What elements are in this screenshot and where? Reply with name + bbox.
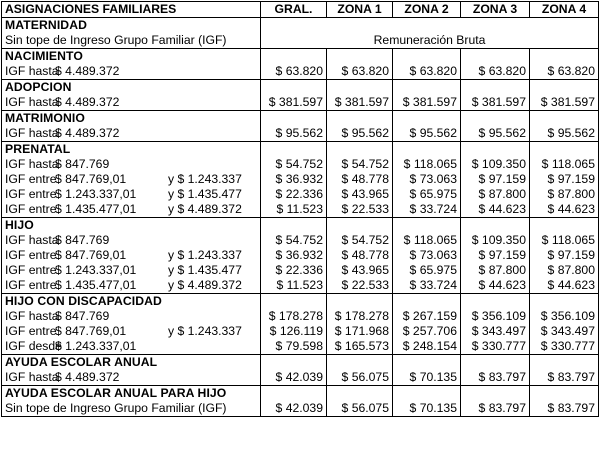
igf-from-value: $ 847.769 (55, 157, 110, 171)
empty-cell (393, 49, 461, 65)
section-title-row (2, 49, 599, 65)
table-row (2, 401, 599, 417)
table-row (2, 64, 599, 80)
value-cell-zona-3: $ 95.562 (461, 126, 530, 142)
value-cell-zona-1: $ 95.562 (327, 126, 393, 142)
igf-from-value: $ 1.243.337,01 (55, 263, 137, 277)
value-cell-gral: $ 36.932 (261, 248, 327, 263)
value-cell-zona-1: $ 165.573 (327, 339, 393, 355)
value-cell-zona-3: $ 356.109 (461, 309, 530, 324)
value-cell-gral: $ 36.932 (261, 172, 327, 187)
igf-label: IGF entre (5, 172, 57, 186)
igf-from-value: $ 4.489.372 (55, 64, 120, 78)
row-label (2, 324, 261, 339)
igf-from-value: $ 4.489.372 (55, 95, 120, 109)
igf-label: IGF hasta (5, 370, 59, 384)
table-row (2, 278, 599, 294)
merged-value-cell: Remuneración Bruta (261, 33, 599, 49)
row-label: Sin tope de Ingreso Grupo Familiar (IGF) (2, 33, 261, 49)
table-row (2, 248, 599, 263)
empty-cell (261, 142, 327, 158)
value-cell-gral: $ 22.336 (261, 263, 327, 278)
empty-cell (327, 386, 393, 402)
igf-label: IGF hasta (5, 233, 59, 247)
value-cell-zona-4: $ 63.820 (530, 64, 599, 80)
row-label (2, 157, 261, 172)
empty-cell (461, 218, 530, 234)
value-cell-gral: $ 381.597 (261, 95, 327, 111)
igf-to-value: y $ 4.489.372 (168, 278, 242, 292)
value-cell-zona-2: $ 95.562 (393, 126, 461, 142)
section-title: HIJO CON DISCAPACIDAD (2, 294, 261, 310)
table-row (2, 157, 599, 172)
table-row (2, 33, 599, 49)
igf-to-value: y $ 1.243.337 (168, 324, 242, 338)
value-cell-zona-4: $ 381.597 (530, 95, 599, 111)
row-label (2, 233, 261, 248)
value-cell-gral: $ 79.598 (261, 339, 327, 355)
table-body (2, 18, 599, 417)
empty-cell (393, 294, 461, 310)
igf-to-value: y $ 1.243.337 (168, 172, 242, 186)
table-row (2, 126, 599, 142)
empty-cell (461, 142, 530, 158)
table-row (2, 324, 599, 339)
igf-label: IGF hasta (5, 157, 59, 171)
igf-label: IGF hasta (5, 64, 59, 78)
empty-cell (327, 80, 393, 96)
row-label (2, 248, 261, 263)
section-title-row (2, 218, 599, 234)
empty-cell (530, 111, 599, 127)
section-title-row (2, 294, 599, 310)
section-title: HIJO (2, 218, 261, 234)
value-cell-gral: $ 11.523 (261, 202, 327, 218)
value-cell-zona-3: $ 97.159 (461, 172, 530, 187)
value-cell-gral: $ 54.752 (261, 233, 327, 248)
row-label (2, 187, 261, 202)
igf-from-value: $ 1.435.477,01 (55, 278, 137, 292)
igf-label: IGF desde (5, 339, 62, 353)
igf-label: IGF hasta (5, 95, 59, 109)
row-label (2, 202, 261, 218)
empty-cell (530, 142, 599, 158)
igf-from-value: $ 4.489.372 (55, 126, 120, 140)
empty-cell (530, 80, 599, 96)
table-row (2, 370, 599, 386)
value-cell-gral: $ 22.336 (261, 187, 327, 202)
section-title-row (2, 111, 599, 127)
value-cell-zona-1: $ 22.533 (327, 278, 393, 294)
empty-cell (261, 80, 327, 96)
value-cell-zona-1: $ 381.597 (327, 95, 393, 111)
asignaciones-table (1, 1, 599, 417)
value-cell-zona-2: $ 33.724 (393, 202, 461, 218)
value-cell-zona-3: $ 83.797 (461, 370, 530, 386)
empty-cell (327, 142, 393, 158)
igf-from-value: $ 1.243.337,01 (55, 187, 137, 201)
igf-label: IGF hasta (5, 126, 59, 140)
table-row (2, 187, 599, 202)
section-title: AYUDA ESCOLAR ANUAL PARA HIJO (2, 386, 261, 402)
value-cell-zona-2: $ 70.135 (393, 370, 461, 386)
header-row (2, 2, 599, 18)
table-row (2, 202, 599, 218)
row-label (2, 95, 261, 111)
empty-cell (327, 294, 393, 310)
value-cell-zona-3: $ 44.623 (461, 202, 530, 218)
value-cell-zona-1: $ 56.075 (327, 370, 393, 386)
value-cell-zona-3: $ 343.497 (461, 324, 530, 339)
column-header-gral: GRAL. (261, 2, 327, 18)
value-cell-zona-2: $ 70.135 (393, 401, 461, 417)
section-title: MATERNIDAD (2, 18, 261, 34)
value-cell-zona-2: $ 73.063 (393, 172, 461, 187)
value-cell-zona-4: $ 97.159 (530, 172, 599, 187)
value-cell-zona-4: $ 44.623 (530, 202, 599, 218)
column-header-zona-3: ZONA 3 (461, 2, 530, 18)
igf-label: IGF hasta (5, 309, 59, 323)
empty-cell (261, 355, 327, 371)
value-cell-zona-2: $ 65.975 (393, 263, 461, 278)
section-title-row (2, 18, 599, 34)
section-title-row (2, 80, 599, 96)
value-cell-zona-4: $ 97.159 (530, 248, 599, 263)
value-cell-zona-3: $ 330.777 (461, 339, 530, 355)
value-cell-zona-2: $ 33.724 (393, 278, 461, 294)
empty-cell (393, 386, 461, 402)
value-cell-zona-1: $ 171.968 (327, 324, 393, 339)
value-cell-gral: $ 42.039 (261, 370, 327, 386)
section-title: NACIMIENTO (2, 49, 261, 65)
value-cell-zona-4: $ 330.777 (530, 339, 599, 355)
value-cell-zona-2: $ 257.706 (393, 324, 461, 339)
column-header-zona-4: ZONA 4 (530, 2, 599, 18)
value-cell-zona-1: $ 43.965 (327, 187, 393, 202)
igf-from-value: $ 1.435.477,01 (55, 202, 137, 216)
empty-cell (530, 218, 599, 234)
row-label (2, 263, 261, 278)
empty-cell (461, 49, 530, 65)
value-cell-zona-4: $ 95.562 (530, 126, 599, 142)
value-cell-zona-2: $ 267.159 (393, 309, 461, 324)
value-cell-zona-3: $ 109.350 (461, 157, 530, 172)
table-row (2, 309, 599, 324)
igf-from-value: $ 847.769 (55, 233, 110, 247)
value-cell-gral: $ 42.039 (261, 401, 327, 417)
row-label (2, 370, 261, 386)
value-cell-zona-3: $ 109.350 (461, 233, 530, 248)
value-cell-zona-2: $ 118.065 (393, 233, 461, 248)
empty-cell (393, 111, 461, 127)
value-cell-zona-2: $ 73.063 (393, 248, 461, 263)
empty-cell (461, 294, 530, 310)
value-cell-zona-1: $ 22.533 (327, 202, 393, 218)
row-label (2, 126, 261, 142)
igf-to-value: y $ 4.489.372 (168, 202, 242, 216)
empty-cell (393, 218, 461, 234)
value-cell-zona-3: $ 87.800 (461, 187, 530, 202)
value-cell-gral: $ 63.820 (261, 64, 327, 80)
value-cell-zona-1: $ 56.075 (327, 401, 393, 417)
igf-to-value: y $ 1.243.337 (168, 248, 242, 262)
igf-label: IGF entre (5, 202, 57, 216)
value-cell-zona-2: $ 118.065 (393, 157, 461, 172)
value-cell-gral: $ 54.752 (261, 157, 327, 172)
row-label (2, 278, 261, 294)
value-cell-zona-4: $ 83.797 (530, 370, 599, 386)
row-label (2, 339, 261, 355)
empty-cell (461, 80, 530, 96)
section-title: ADOPCION (2, 80, 261, 96)
igf-from-value: $ 847.769,01 (55, 324, 127, 338)
empty-cell (461, 386, 530, 402)
empty-cell (327, 49, 393, 65)
table-row (2, 172, 599, 187)
value-cell-zona-4: $ 356.109 (530, 309, 599, 324)
empty-cell (261, 49, 327, 65)
row-label: Sin tope de Ingreso Grupo Familiar (IGF) (2, 401, 261, 417)
value-cell-zona-3: $ 381.597 (461, 95, 530, 111)
igf-from-value: $ 847.769,01 (55, 172, 127, 186)
empty-cell (261, 111, 327, 127)
section-title: PRENATAL (2, 142, 261, 158)
empty-cell (393, 80, 461, 96)
empty-cell (261, 294, 327, 310)
value-cell-zona-3: $ 83.797 (461, 401, 530, 417)
empty-cell (393, 142, 461, 158)
value-cell-zona-2: $ 381.597 (393, 95, 461, 111)
empty-cell (261, 386, 327, 402)
table-row (2, 339, 599, 355)
empty-cell (261, 18, 599, 34)
value-cell-gral: $ 11.523 (261, 278, 327, 294)
section-title-row (2, 355, 599, 371)
section-title: AYUDA ESCOLAR ANUAL (2, 355, 261, 371)
value-cell-gral: $ 126.119 (261, 324, 327, 339)
value-cell-zona-4: $ 44.623 (530, 278, 599, 294)
column-header-zona-2: ZONA 2 (393, 2, 461, 18)
empty-cell (530, 386, 599, 402)
value-cell-zona-2: $ 65.975 (393, 187, 461, 202)
section-title-row (2, 386, 599, 402)
value-cell-zona-4: $ 83.797 (530, 401, 599, 417)
value-cell-zona-2: $ 63.820 (393, 64, 461, 80)
empty-cell (530, 49, 599, 65)
igf-label: IGF entre (5, 324, 57, 338)
value-cell-zona-4: $ 343.497 (530, 324, 599, 339)
value-cell-zona-4: $ 118.065 (530, 233, 599, 248)
value-cell-zona-1: $ 178.278 (327, 309, 393, 324)
section-title-row (2, 142, 599, 158)
value-cell-zona-1: $ 48.778 (327, 172, 393, 187)
table-row (2, 95, 599, 111)
table-title: ASIGNACIONES FAMILIARES (2, 2, 261, 18)
igf-label: IGF entre (5, 278, 57, 292)
table-row (2, 263, 599, 278)
igf-label: IGF entre (5, 263, 57, 277)
value-cell-gral: $ 178.278 (261, 309, 327, 324)
igf-label: IGF entre (5, 187, 57, 201)
value-cell-zona-1: $ 54.752 (327, 157, 393, 172)
section-title: MATRIMONIO (2, 111, 261, 127)
value-cell-zona-3: $ 63.820 (461, 64, 530, 80)
igf-to-value: y $ 1.435.477 (168, 263, 242, 277)
value-cell-zona-4: $ 87.800 (530, 187, 599, 202)
value-cell-zona-1: $ 54.752 (327, 233, 393, 248)
igf-from-value: $ 847.769 (55, 309, 110, 323)
empty-cell (530, 355, 599, 371)
value-cell-zona-4: $ 118.065 (530, 157, 599, 172)
empty-cell (327, 218, 393, 234)
table-row (2, 233, 599, 248)
row-label (2, 64, 261, 80)
empty-cell (461, 111, 530, 127)
column-header-zona-1: ZONA 1 (327, 2, 393, 18)
empty-cell (261, 218, 327, 234)
value-cell-zona-4: $ 87.800 (530, 263, 599, 278)
value-cell-zona-3: $ 87.800 (461, 263, 530, 278)
value-cell-zona-1: $ 43.965 (327, 263, 393, 278)
value-cell-zona-1: $ 48.778 (327, 248, 393, 263)
empty-cell (327, 111, 393, 127)
igf-from-value: $ 4.489.372 (55, 370, 120, 384)
value-cell-zona-3: $ 44.623 (461, 278, 530, 294)
empty-cell (393, 355, 461, 371)
value-cell-zona-1: $ 63.820 (327, 64, 393, 80)
igf-from-value: $ 1.243.337,01 (55, 339, 137, 353)
igf-to-value: y $ 1.435.477 (168, 187, 242, 201)
value-cell-gral: $ 95.562 (261, 126, 327, 142)
row-label (2, 309, 261, 324)
empty-cell (530, 294, 599, 310)
value-cell-zona-2: $ 248.154 (393, 339, 461, 355)
row-label (2, 172, 261, 187)
igf-label: IGF entre (5, 248, 57, 262)
empty-cell (461, 355, 530, 371)
igf-from-value: $ 847.769,01 (55, 248, 127, 262)
value-cell-zona-3: $ 97.159 (461, 248, 530, 263)
empty-cell (327, 355, 393, 371)
